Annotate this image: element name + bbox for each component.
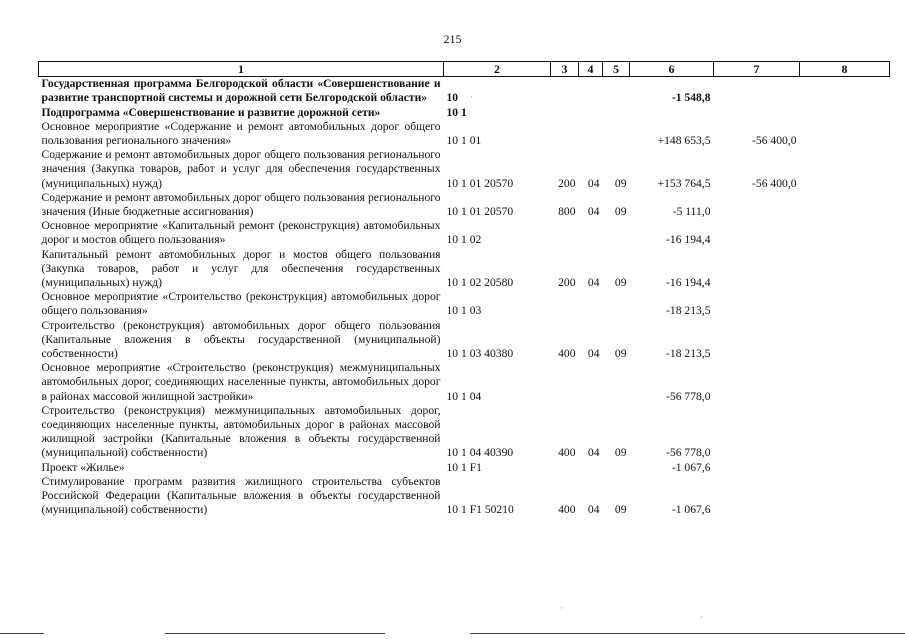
row-pr-cell: 09 <box>614 446 627 460</box>
table-row <box>39 290 890 318</box>
row-amount-cell: -56 778,0 <box>666 389 711 403</box>
row-amount3-cell <box>800 461 890 475</box>
row-amount-cell: -1 548,8 <box>671 91 711 105</box>
row-pr-cell <box>603 361 630 404</box>
column-header-4: 4 <box>579 62 603 77</box>
row-amount-cell: -1 067,6 <box>671 503 711 517</box>
table-row <box>39 106 890 120</box>
row-amount3-cell <box>800 290 890 318</box>
row-amount2-cell <box>714 475 800 518</box>
row-code-cell: 10 1 02 20580 <box>446 276 514 290</box>
column-header-2: 2 <box>444 62 551 77</box>
row-code-cell: 10 <box>446 91 459 105</box>
row-vr-cell: 200 <box>558 276 576 290</box>
row-amount3-cell <box>800 361 890 404</box>
row-amount2-cell <box>714 248 800 291</box>
row-name-cell: Строительство (реконструкция) межмуниципальных автомобильных дорог, соединяющих населенные пункты, автомобильных дорог в районах массовой жилищной застройки (Капитальные вложения в объекты государственной (муниципальной) собственности) <box>41 403 441 460</box>
row-pr-cell <box>603 120 630 148</box>
row-name-cell: Основное мероприятие «Строительство (реконструкция) межмуниципальных автомобильных дорог, соединяющих населенные пункты, автомобильных дорог в районах массовой жилищной застройки» <box>41 361 441 403</box>
row-amount3-cell <box>800 191 890 219</box>
row-name-cell: Государственная программа Белгородской области «Совершенствование и развитие транспортной системы и дорожной сети Белгородской области» <box>41 77 441 105</box>
row-amount-cell: +153 764,5 <box>657 176 711 190</box>
row-code-cell: 10 1 04 <box>446 389 482 403</box>
row-amount3-cell <box>800 404 890 461</box>
row-rz-cell <box>579 77 603 106</box>
row-rz-cell: 04 <box>587 205 600 219</box>
table-body <box>39 77 890 518</box>
row-name-cell: Основное мероприятие «Строительство (реконструкция) автомобильных дорог общего пользования» <box>41 290 441 318</box>
row-amount3-cell <box>800 319 890 362</box>
row-code-cell: 10 1 01 20570 <box>446 205 514 219</box>
row-vr-cell: 800 <box>558 205 576 219</box>
row-vr-cell <box>551 77 579 106</box>
table-row <box>39 248 890 291</box>
row-amount2-cell: -56 400,0 <box>752 134 797 148</box>
row-amount-cell <box>630 106 714 120</box>
column-header-5: 5 <box>603 62 630 77</box>
column-header-6: 6 <box>630 62 714 77</box>
row-name-cell: Проект «Жилье» <box>41 460 125 474</box>
row-rz-cell <box>579 461 603 475</box>
row-name-cell: Подпрограмма «Совершенствование и развитие дорожной сети» <box>41 105 381 119</box>
row-amount-cell: -16 194,4 <box>666 276 711 290</box>
row-rz-cell <box>579 120 603 148</box>
table-row <box>39 404 890 461</box>
row-code-cell: 10 1 02 <box>446 233 482 247</box>
row-amount3-cell <box>800 219 890 247</box>
row-pr-cell: 09 <box>614 503 627 517</box>
table-row <box>39 148 890 191</box>
page-edge-line <box>165 633 385 634</box>
row-amount-cell: -1 067,6 <box>671 460 711 474</box>
row-amount2-cell <box>714 106 800 120</box>
row-vr-cell: 200 <box>558 176 576 190</box>
row-rz-cell: 04 <box>587 276 600 290</box>
row-code-cell: 10 1 04 40390 <box>446 446 514 460</box>
row-pr-cell: 09 <box>614 276 627 290</box>
row-amount3-cell <box>800 106 890 120</box>
row-name-cell: Основное мероприятие «Содержание и ремонт автомобильных дорог общего пользования регионального значения» <box>41 119 441 148</box>
row-amount3-cell <box>800 77 890 106</box>
row-name-cell: Стимулирование программ развития жилищного строительства субъектов Российской Федерации (Капитальные вложения в объекты государственной (муниципальной) собственности) <box>41 474 441 517</box>
budget-amendments-table <box>38 61 890 518</box>
row-amount-cell: -18 213,5 <box>666 347 711 361</box>
row-amount2-cell: -56 400,0 <box>752 176 797 190</box>
row-code-cell: 10 1 <box>446 105 467 119</box>
row-amount2-cell <box>714 404 800 461</box>
row-amount-cell: -5 111,0 <box>672 205 711 219</box>
row-vr-cell: 400 <box>558 347 576 361</box>
row-vr-cell: 400 <box>558 503 576 517</box>
column-header-1: 1 <box>39 62 444 77</box>
row-rz-cell: 04 <box>587 503 600 517</box>
row-code-cell: 10 1 F1 50210 <box>446 503 514 517</box>
row-rz-cell <box>579 106 603 120</box>
row-code-cell: 10 1 01 20570 <box>446 176 514 190</box>
row-amount2-cell <box>714 319 800 362</box>
row-vr-cell <box>551 219 579 247</box>
column-number-header-row <box>39 62 890 77</box>
row-pr-cell: 09 <box>614 176 627 190</box>
row-name-cell: Капитальный ремонт автомобильных дорог и мостов общего пользования (Закупка товаров, работ и услуг для обеспечения государственных (муниципальных) нужд) <box>41 247 441 290</box>
row-amount-cell: +148 653,5 <box>657 134 711 148</box>
scan-speck: · <box>700 612 703 622</box>
row-amount3-cell <box>800 120 890 148</box>
row-amount2-cell <box>714 461 800 475</box>
row-rz-cell: 04 <box>587 446 600 460</box>
row-amount2-cell <box>714 290 800 318</box>
row-name-cell: Основное мероприятие «Капитальный ремонт (реконструкция) автомобильных дорог и мостов общего пользования» <box>41 219 441 247</box>
row-rz-cell: 04 <box>587 347 600 361</box>
table-row <box>39 361 890 404</box>
row-name-cell: Содержание и ремонт автомобильных дорог общего пользования регионального значения (Иные бюджетные ассигнования) <box>41 190 441 219</box>
row-pr-cell: 09 <box>614 347 627 361</box>
page-number: 215 <box>443 32 462 46</box>
row-code-cell: 10 1 01 <box>446 134 482 148</box>
row-vr-cell: 400 <box>558 446 576 460</box>
row-pr-cell <box>603 461 630 475</box>
row-pr-cell <box>603 106 630 120</box>
row-amount3-cell <box>800 475 890 518</box>
row-pr-cell <box>603 219 630 247</box>
table-row <box>39 461 890 475</box>
table-row <box>39 120 890 148</box>
row-name-cell: Содержание и ремонт автомобильных дорог общего пользования регионального значения (Закупка товаров, работ и услуг для обеспечения государственных (муниципальных) нужд) <box>41 148 441 190</box>
row-amount-cell: -16 194,4 <box>666 233 711 247</box>
row-code-cell: 10 1 F1 <box>446 460 482 474</box>
table-row <box>39 77 890 106</box>
page-edge-line <box>0 633 44 634</box>
row-amount2-cell <box>714 77 800 106</box>
page-edge-line <box>470 633 905 634</box>
table-row <box>39 219 890 247</box>
row-amount3-cell <box>800 248 890 291</box>
row-amount3-cell <box>800 148 890 191</box>
row-amount2-cell <box>714 361 800 404</box>
row-pr-cell: 09 <box>614 205 627 219</box>
row-amount-cell: -18 213,5 <box>666 304 711 318</box>
row-vr-cell <box>551 461 579 475</box>
table-row <box>39 191 890 219</box>
row-name-cell: Строительство (реконструкция) автомобильных дорог общего пользования (Капитальные вложения в объекты государственной (муниципальной) собственности) <box>41 318 441 361</box>
row-rz-cell <box>579 361 603 404</box>
row-rz-cell <box>579 219 603 247</box>
column-header-7: 7 <box>714 62 800 77</box>
table-row <box>39 319 890 362</box>
scan-speck: · <box>560 603 563 613</box>
row-amount2-cell <box>714 219 800 247</box>
row-pr-cell <box>603 77 630 106</box>
row-vr-cell <box>551 290 579 318</box>
column-header-8: 8 <box>800 62 890 77</box>
column-header-3: 3 <box>551 62 579 77</box>
row-rz-cell: 04 <box>587 176 600 190</box>
row-pr-cell <box>603 290 630 318</box>
row-vr-cell <box>551 106 579 120</box>
row-rz-cell <box>579 290 603 318</box>
row-code-cell: 10 1 03 40380 <box>446 347 514 361</box>
row-vr-cell <box>551 120 579 148</box>
row-vr-cell <box>551 361 579 404</box>
table-row <box>39 475 890 518</box>
row-amount2-cell <box>714 191 800 219</box>
row-amount-cell: -56 778,0 <box>666 446 711 460</box>
row-code-cell: 10 1 03 <box>446 304 482 318</box>
scan-speck: · <box>470 92 473 102</box>
